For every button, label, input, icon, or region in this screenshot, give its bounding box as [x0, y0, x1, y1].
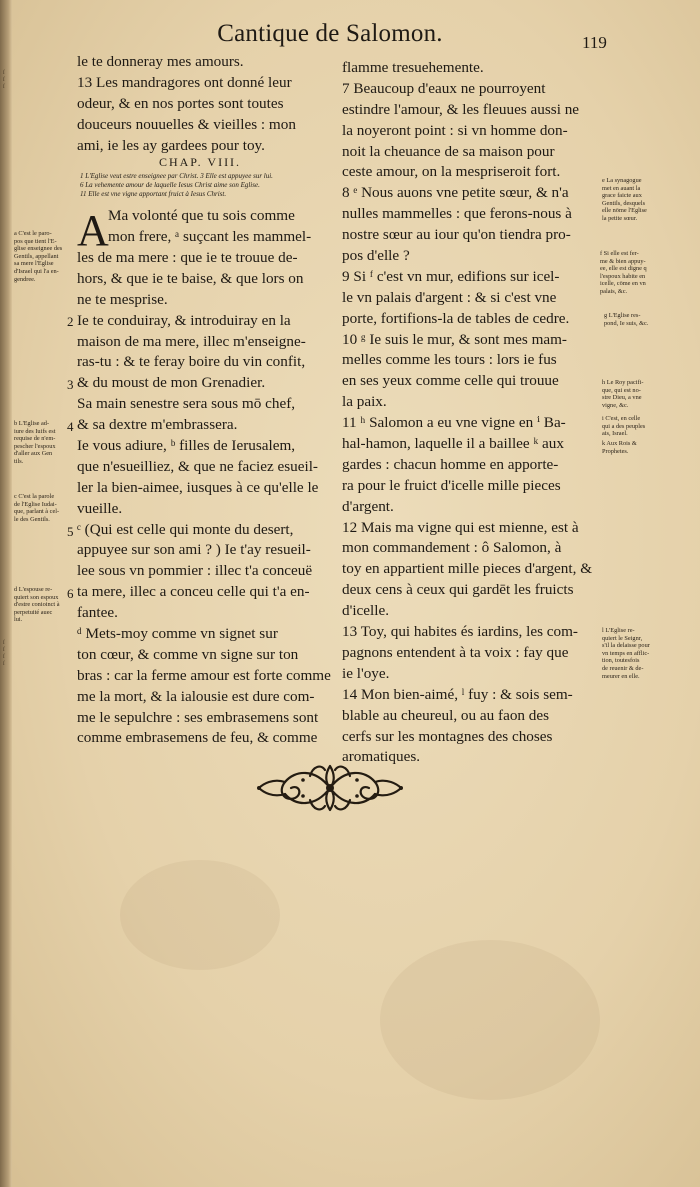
margin-note-a: a C'est le paro- pos que tient l'E- glise enseignee des Gentils, appellant sa mere l'Eglise d'Israel qui l'a en- gendree.	[14, 230, 63, 283]
text-line: cerfs sur les montagnes des choses	[342, 727, 553, 745]
text-line: 13 Toy, qui habites és iardins, les com-	[342, 623, 578, 641]
page-binding-edge	[0, 0, 12, 1187]
text-line: aromatiques.	[342, 748, 421, 766]
text-line: ᶜ (Qui est celle qui monte du desert,	[77, 520, 294, 538]
text-line: & sa dextre m'embrassera.	[77, 416, 238, 434]
summary-line: 1 L'Eglise veut estre enseignee par Christ. 3 Elle est appuyee sur lui.	[80, 172, 273, 180]
text-line: hal-hamon, laquelle il a baillee ᵏ aux	[342, 435, 564, 453]
text-line: ie l'oye.	[342, 664, 390, 682]
text-line: la paix.	[342, 393, 387, 411]
text-line: mon commandement : ô Salomon, à	[342, 539, 562, 557]
text-line: vueille.	[77, 499, 123, 517]
text-line: le te donneray mes amours.	[77, 53, 244, 70]
text-line: en ses yeux comme celle qui trouue	[342, 372, 559, 390]
text-line: me la mort, & la ialousie est dure com-	[77, 687, 315, 705]
text-line: fantee.	[77, 604, 118, 622]
verse-number: 2	[67, 314, 74, 329]
text-line: & du moust de mon Grenadier.	[77, 374, 266, 392]
text-line: deux cens à ceux qui gardēt les fruicts	[342, 581, 574, 599]
text-line: 13 Les mandragores ont donné leur	[77, 73, 292, 91]
chapter-summary	[80, 172, 325, 199]
margin-note-e: e La synagogue met en auant la grace faicte aux Gentils, desquels elle nōme l'Eglise la petite sœur.	[602, 177, 647, 222]
text-line: lee sous vn pommier : illec t'a conceuë	[77, 562, 313, 580]
left-text-column-dropcap-lines	[108, 206, 323, 248]
text-line: douceurs nouuelles & vieilles : mon	[77, 115, 296, 133]
text-line: 7 Beaucoup d'eaux ne pourroyent	[342, 79, 546, 97]
right-text-column	[342, 58, 597, 768]
text-line: blable au cheureul, ou au faon des	[342, 706, 550, 724]
text-line: 9 Si ᶠ c'est vn mur, edifions sur icel-	[342, 267, 560, 285]
text-line: ler la bien-aimee, iusques à ce qu'elle le	[77, 478, 319, 496]
running-title: Cantique de Salomon.	[217, 20, 443, 47]
text-line: 11 ʰ Salomon a eu vne vigne en ⁱ Ba-	[342, 414, 566, 432]
summary-line: 11 Elle est vne vigne apportant fruict à Iesus Christ.	[80, 190, 227, 198]
text-line: ta mere, illec a conceu celle qui t'a en-	[77, 583, 310, 601]
left-text-column	[77, 52, 322, 156]
page-number: 119	[582, 33, 607, 52]
margin-note-k: k Aux Rois & Prophetes.	[602, 440, 637, 455]
margin-note-b: b L'Eglise ad- iure des Iuifs est requise de n'em- pescher l'espoux d'aller aux Gen tils.	[14, 420, 56, 465]
text-line: que n'esueilliez, & que ne faciez esueil-	[77, 457, 318, 475]
gutter-show-through-text: ſ ſ ſ	[3, 70, 5, 90]
margin-note-c: c C'est la parole de l'Eglise Iudai- que, parlant à cel- le des Gentils.	[14, 493, 60, 523]
text-line: le vn palais d'argent : & si c'est vne	[342, 288, 557, 306]
text-line: porte, fortifions-la de tables de cedre.	[342, 309, 570, 327]
text-line: comme embrasemens de feu, & comme	[77, 729, 318, 747]
text-line: Ie te conduiray, & introduiray en la	[77, 311, 291, 329]
margin-note-f: f Si elle est fer- me & bien appuy- ee, elle est digne q l'espoux habite en icelle, cōme en vn palais, &c.	[600, 250, 647, 295]
verse-number: 3	[67, 377, 74, 392]
gutter-show-through-text: ſ ſ ſ ſ	[3, 640, 5, 667]
text-line: gardes : chacun homme en apporte-	[342, 455, 559, 473]
text-line: ne te mesprise.	[77, 290, 168, 308]
text-line: les de ma mere : que ie te trouue de-	[77, 249, 298, 266]
text-line: pos d'elle ?	[342, 247, 410, 265]
text-line: ceste amour, on la mespriseroit fort.	[342, 163, 561, 181]
verse-number: 4	[67, 419, 74, 434]
text-line: nostre sœur au iour qu'on tiendra pro-	[342, 226, 571, 244]
text-line: estindre l'amour, & les fleuues aussi ne	[342, 100, 580, 118]
text-line: mon frere, ᵃ suçcant les mammel-	[108, 227, 312, 245]
text-line: ᵈ Mets-moy comme vn signet sur	[77, 625, 278, 643]
text-line: Sa main senestre sera sous mō chef,	[77, 395, 296, 413]
text-line: 14 Mon bien-aimé, ˡ fuy : & sois sem-	[342, 685, 573, 703]
text-line: me le sepulchre : ses embrasemens sont	[77, 708, 319, 726]
text-line: 12 Mais ma vigne qui est mienne, est à	[342, 518, 579, 536]
text-line: odeur, & en nos portes sont toutes	[77, 94, 284, 112]
summary-line: 6 La vehemente amour de laquelle Iesus Christ aime son Eglise.	[80, 181, 260, 189]
text-line: flamme tresuehemente.	[342, 59, 484, 76]
verse-number: 6	[67, 586, 74, 601]
paper-stain	[380, 940, 600, 1100]
text-line: la noyeront point : si vn homme don-	[342, 121, 568, 139]
left-text-column-body	[77, 248, 331, 749]
text-line: ami, ie les ay gardees pour toy.	[77, 136, 265, 154]
fleuron-ornament-icon	[255, 758, 405, 818]
text-line: bras : car la ferme amour est forte comme	[77, 666, 331, 684]
margin-note-h: h Le Roy pacifi- que, qui est no- stre Dieu, a vne vigne, &c.	[602, 379, 644, 409]
chapter-heading: CHAP. VIII.	[158, 155, 242, 169]
verse-number: 5	[67, 524, 74, 539]
text-line: noit la cheuance de sa maison pour	[342, 142, 555, 160]
text-line: d'icelle.	[342, 602, 390, 620]
text-line: appuyee sur son ami ? ) Ie t'ay resueil-	[77, 541, 311, 559]
drop-capital: A	[77, 206, 109, 255]
text-line: 10 ᵍ Ie suis le mur, & sont mes mam-	[342, 330, 567, 348]
text-line: Ie vous adiure, ᵇ filles de Ierusalem,	[77, 437, 296, 455]
text-line: ra pour le fruict d'icelle mille pieces	[342, 476, 561, 494]
text-line: pagnons entendent à ta voix : fay que	[342, 643, 569, 661]
margin-note-l: l L'Eglise re- quiert le Seignr, s'il la delaisse pour vn temps en afflic- tion, toutesfois de reuenir & de- meurer en elle.	[602, 627, 650, 680]
text-line: ras-tu : & te feray boire du vin confit,	[77, 353, 306, 371]
text-line: 8 ᵉ Nous auons vne petite sœur, & n'a	[342, 184, 569, 202]
text-line: hors, & que ie te baise, & que lors on	[77, 269, 304, 287]
text-line: maison de ma mere, illec m'enseigne-	[77, 332, 306, 350]
text-line: melles comme les tours : lors ie fus	[342, 351, 557, 369]
paper-stain	[120, 860, 280, 970]
text-line: nulles mammelles : que ferons-nous à	[342, 205, 572, 223]
margin-note-d: d L'espouse re- quiert son espoux d'estre conioinct à perpetuité auec lui.	[14, 586, 60, 624]
text-line: Ma volonté que tu sois comme	[108, 207, 295, 224]
text-line: ton cœur, & comme vn signe sur ton	[77, 645, 299, 663]
text-line: toy en appartient mille pieces d'argent, &	[342, 560, 593, 578]
text-line: d'argent.	[342, 497, 394, 515]
margin-note-i: i C'est, en celle qui a des peuples ais, Israel.	[602, 415, 646, 438]
margin-note-g: g L'Eglise res- pond, Ie suis, &c.	[604, 312, 649, 327]
